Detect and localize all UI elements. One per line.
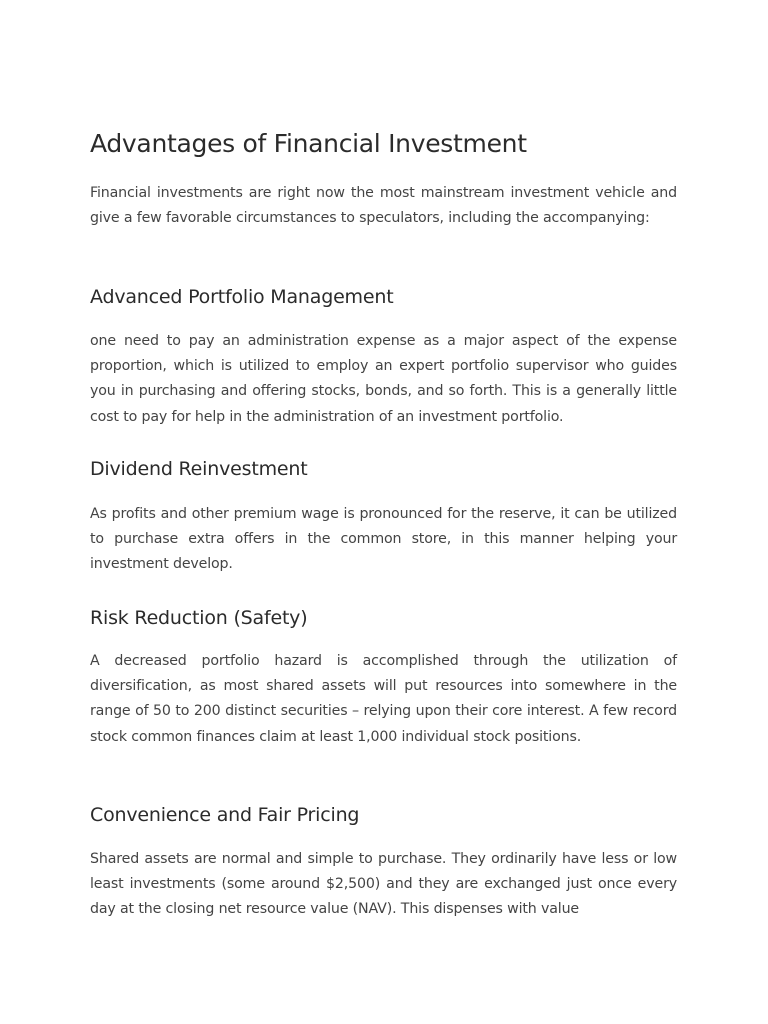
section-body-portfolio-management: one need to pay an administration expense as a major aspect of the expense proportion, which is utilized to employ an expert portfolio supervisor who guides you in purchasing and offering stocks, bonds, and so forth. This is a generally little cost to pay for help in the administration of an investment portfolio. xyxy=(90,333,677,425)
section-body-convenience-pricing: Shared assets are normal and simple to purchase. They ordinarily have less or low least investments (some around $2,500) and they are exchanged just once every day at the closing net resource value (NAV). This dispenses with value xyxy=(90,851,677,918)
section-heading-dividend-reinvestment: Dividend Reinvestment xyxy=(90,458,308,480)
section-heading-portfolio-management: Advanced Portfolio Management xyxy=(90,286,394,308)
section-heading-risk-reduction: Risk Reduction (Safety) xyxy=(90,607,308,629)
intro-paragraph: Financial investments are right now the most mainstream investment vehicle and give a few favorable circumstances to speculators, including the accompanying: xyxy=(90,185,677,227)
section-body-risk-reduction: A decreased portfolio hazard is accomplished through the utilization of diversification, as most shared assets will put resources into somewhere in the range of 50 to 200 distinct securities – relying upon their core interest. A few record stock common finances claim at least 1,000 individual stock positions. xyxy=(90,653,677,745)
section-body-dividend-reinvestment: As profits and other premium wage is pronounced for the reserve, it can be utilized to purchase extra offers in the common store, in this manner helping your investment develop. xyxy=(90,506,677,573)
section-body-convenience-pricing-wrapper xyxy=(90,847,677,925)
page-title: Advantages of Financial Investment xyxy=(90,129,527,158)
section-heading-convenience-pricing: Convenience and Fair Pricing xyxy=(90,804,360,826)
